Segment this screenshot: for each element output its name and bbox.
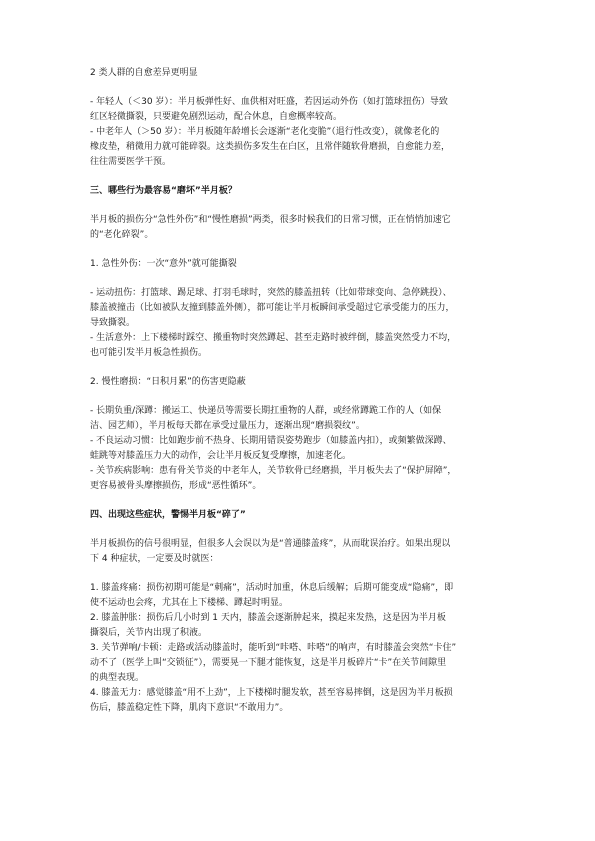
paragraph: [90, 213, 510, 243]
text-line: 四、出现这些症状，警惕半月板“碎了”: [90, 510, 246, 520]
paragraph: [90, 286, 510, 361]
text-line: 下 4 种症状，一定要及时就医：: [90, 554, 219, 564]
paragraph: [90, 257, 510, 272]
section-heading: [90, 508, 510, 523]
text-line: - 关节疾病影响：患有骨关节炎的中老年人，关节软骨已经磨损，半月板失去了“保护屏障”，: [90, 466, 457, 476]
text-line: 洁、园艺师），半月板每天都在承受过量压力，逐渐出现“磨损裂纹”。: [90, 421, 365, 431]
text-line: 橡皮垫，稍微用力就可能碎裂。这类损伤多发生在白区，且常伴随软骨磨损，自愈能力差，: [90, 142, 451, 152]
document-page: [90, 66, 510, 730]
text-line: 蛙跳等对膝盖压力大的动作，会让半月板反复受摩擦，加速老化。: [90, 451, 352, 461]
text-line: 使不运动也会疼，尤其在上下楼梯、蹲起时明显。: [90, 598, 289, 608]
text-line: - 长期负重/深蹲：搬运工、快递员等需要长期扛重物的人群，或经常蹲跪工作的人（如保: [90, 406, 442, 416]
text-line: 2. 慢性磨损：“日积月累”的伤害更隐蔽: [90, 377, 246, 387]
text-line: 2 类人群的自愈差异更明显: [90, 68, 198, 78]
text-line: 动不了（医学上叫“交锁征”），需要晃一下腿才能恢复，这是半月板碎片“卡”在关节间隙里: [90, 658, 447, 668]
paragraph: [90, 375, 510, 390]
section-heading: [90, 184, 510, 199]
text-line: 3. 关节弹响/卡顿：走路或活动膝盖时，能听到“咔嗒、咔嗒”的响声，有时膝盖会突然“卡住”: [90, 643, 457, 653]
text-line: - 中老年人（＞50 岁）：半月板随年龄增长会逐渐“老化变脆”（退行性改变），就像老化的: [90, 127, 440, 137]
text-line: 红区轻微撕裂，只要避免剧烈运动，配合休息，自愈概率较高。: [90, 112, 343, 122]
paragraph: [90, 537, 510, 567]
text-line: 半月板损伤的信号很明显，但很多人会误以为是“普通膝盖疼”，从而耽误治疗。如果出现以: [90, 539, 451, 549]
text-line: 伤后，膝盖稳定性下降，肌肉下意识“不敢用力”。: [90, 703, 289, 713]
text-line: 半月板的损伤分“急性外伤”和“慢性磨损”两类，很多时候我们的日常习惯，正在悄悄加速它: [90, 215, 451, 225]
text-line: 更容易被骨头摩擦损伤，形成“恶性循环”。: [90, 481, 262, 491]
text-line: 三、哪些行为最容易“磨坏”半月板？: [90, 186, 237, 196]
text-line: - 生活意外：上下楼梯时踩空、搬重物时突然蹲起、甚至走路时被绊倒，膝盖突然受力不均，: [90, 333, 457, 343]
text-line: 2. 膝盖肿胀：损伤后几小时到 1 天内，膝盖会逐渐肿起来，摸起来发热，这是因为半月板: [90, 613, 446, 623]
text-line: 的典型表现。: [90, 673, 145, 683]
text-line: - 不良运动习惯：比如跑步前不热身、长期用错误姿势跑步（如膝盖内扣），或频繁做深蹲、: [90, 436, 452, 446]
paragraph: [90, 66, 510, 81]
text-line: 4. 膝盖无力：感觉膝盖“用不上劲”，上下楼梯时腿发软，甚至容易摔倒，这是因为半月板损: [90, 688, 453, 698]
paragraph: [90, 95, 510, 170]
text-line: 也可能引发半月板急性损伤。: [90, 348, 208, 358]
text-line: - 运动扭伤：打篮球、踢足球、打羽毛球时，突然的膝盖扭转（比如带球变向、急停跳投）、: [90, 288, 452, 298]
paragraph: [90, 404, 510, 494]
text-line: 膝盖被撞击（比如被队友撞到膝盖外侧），都可能让半月板瞬间承受超过它承受能力的压力，: [90, 303, 455, 313]
text-line: 1. 急性外伤：一次“意外”就可能撕裂: [90, 259, 237, 269]
text-line: 1. 膝盖疼痛：损伤初期可能是“刺痛”，活动时加重，休息后缓解；后期可能变成“隐痛”，即: [90, 583, 454, 593]
text-line: - 年轻人（＜30 岁）：半月板弹性好、血供相对旺盛，若因运动外伤（如打篮球扭伤）导致: [90, 97, 448, 107]
text-line: 往往需要医学干预。: [90, 157, 172, 167]
text-line: 撕裂后，关节内出现了积液。: [90, 628, 208, 638]
text-line: 的“老化碎裂”。: [90, 230, 154, 240]
text-line: 导致撕裂。: [90, 318, 136, 328]
paragraph: [90, 581, 510, 716]
